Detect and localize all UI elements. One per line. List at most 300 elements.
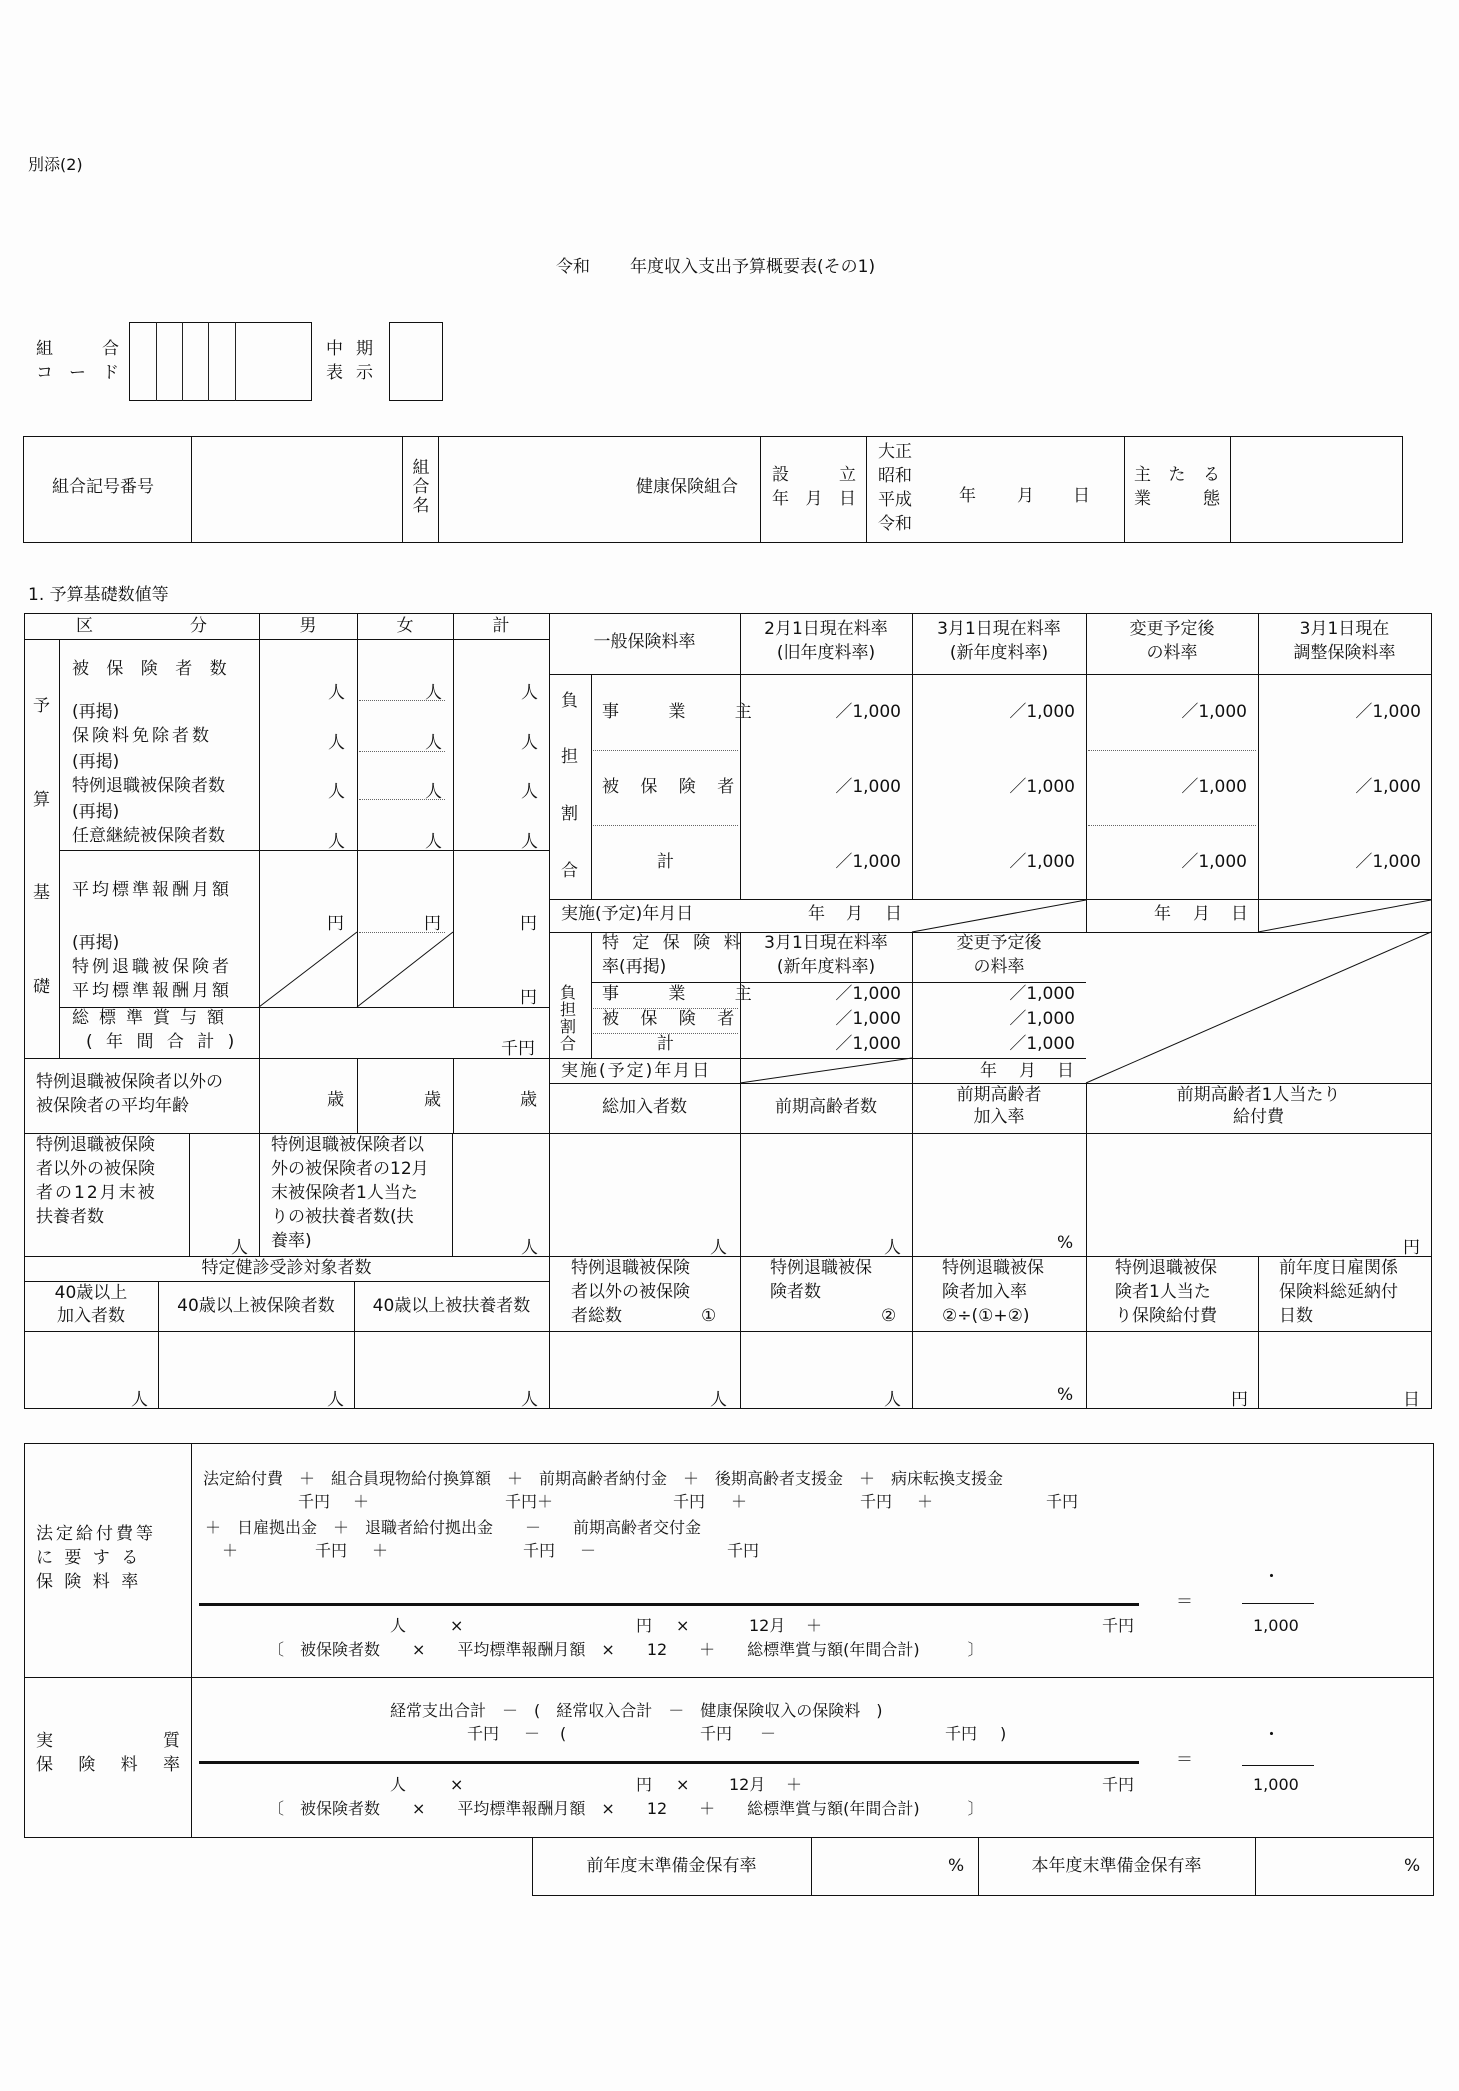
retired-avg-label: 平均標準報酬月額 bbox=[72, 981, 232, 1001]
label-char: 料 bbox=[120, 1755, 138, 1775]
result-denominator: 1,000 bbox=[1253, 1616, 1299, 1635]
avg-age-label: 特例退職被保険者以外の bbox=[36, 1072, 223, 1092]
mark-2: ② bbox=[881, 1306, 897, 1326]
unit-label: 人 bbox=[425, 782, 442, 802]
curr-reserve-label: 本年度末準備金保有率 bbox=[1031, 1856, 1202, 1876]
operator: － bbox=[524, 1724, 541, 1743]
unit-label: 千円 bbox=[673, 1492, 706, 1511]
fraction-bar bbox=[199, 1761, 1139, 1764]
burden-label-char: 合 bbox=[561, 861, 578, 881]
slash-disabled-cell bbox=[1258, 899, 1431, 932]
operator: ＋ bbox=[786, 1775, 803, 1794]
unit-label: 千円 bbox=[1102, 1616, 1135, 1635]
col-header: 者以外の被保険 bbox=[571, 1282, 690, 1302]
unit-label: % bbox=[1057, 1233, 1074, 1253]
unit-label: 円 bbox=[520, 988, 537, 1008]
impl-date-label: 実施(予定)年月日 bbox=[561, 1061, 712, 1081]
label-char: る bbox=[1203, 465, 1220, 485]
unit-label: 千円 bbox=[1046, 1492, 1079, 1511]
unit-label: 千円 bbox=[727, 1541, 760, 1560]
burden-label-char: 割 bbox=[560, 1017, 577, 1036]
label-char: 保 bbox=[36, 1755, 53, 1775]
col-header: 者総数 bbox=[571, 1306, 622, 1326]
unit-label: 人 bbox=[390, 1775, 407, 1794]
real-rate-label-2 bbox=[36, 1756, 180, 1776]
burden-row-insured: 被 保 険 者 bbox=[602, 777, 743, 797]
specific-burden-label bbox=[560, 984, 578, 1052]
operator: × bbox=[676, 1616, 690, 1635]
bonus-total-label: 総標準賞与額 bbox=[72, 1008, 234, 1028]
label-char: ド bbox=[102, 363, 119, 383]
result-denominator: 1,000 bbox=[1253, 1775, 1299, 1794]
label-char: 月 bbox=[805, 489, 823, 509]
unit-label: 円 bbox=[636, 1616, 653, 1635]
divider bbox=[24, 1281, 549, 1282]
specific-rate-planned-input[interactable] bbox=[913, 983, 1085, 1057]
era-showa: 昭和 bbox=[878, 466, 912, 486]
operator: － bbox=[580, 1541, 597, 1560]
header-female: 女 bbox=[396, 616, 414, 636]
slash-disabled-cell bbox=[259, 932, 357, 1007]
burden-row-total: 計 bbox=[657, 1034, 674, 1054]
statutory-label: 保 険 料 率 bbox=[36, 1572, 142, 1592]
retired-avg-label: 特例退職被保険者 bbox=[72, 957, 232, 977]
rate-suffix: ／1,000 bbox=[1355, 852, 1421, 872]
operator: × bbox=[450, 1775, 464, 1794]
union-name-label: 組合名 bbox=[408, 458, 429, 515]
real-denominator-terms: 〔 被保険者数 × 平均標準報酬月額 × 12 ＋ 総標準賞与額(年間合計) 〕 bbox=[268, 1799, 984, 1818]
col-header: ②÷(①+②) bbox=[942, 1306, 1030, 1326]
era-taisho: 大正 bbox=[878, 442, 912, 462]
col-header: 3月1日現在料率 bbox=[937, 619, 1061, 639]
divider bbox=[156, 322, 157, 401]
col-header: 険者加入率 bbox=[942, 1282, 1027, 1302]
result-decimal-point: ・ bbox=[1263, 1567, 1280, 1587]
operator: ＋ bbox=[917, 1492, 934, 1511]
dependents-dec-label: 特例退職被保険 bbox=[36, 1135, 155, 1155]
specific-rate-label: 率(再掲) bbox=[602, 957, 667, 977]
unit-label: 人 bbox=[710, 1238, 727, 1258]
col-header: 保険料総延納付 bbox=[1279, 1282, 1398, 1302]
operator: ＋ bbox=[806, 1616, 823, 1635]
statutory-denominator-terms: 〔 被保険者数 × 平均標準報酬月額 × 12 ＋ 総標準賞与額(年間合計) 〕 bbox=[268, 1640, 984, 1659]
unit-label: 千円 bbox=[315, 1541, 348, 1560]
unit-label: 人 bbox=[390, 1616, 407, 1635]
statutory-numerator-terms: ＋ 日雇拠出金 ＋ 退職者給付拠出金 － 前期高齢者交付金 bbox=[205, 1518, 702, 1537]
col-header: 特例退職被保 bbox=[942, 1258, 1044, 1278]
title-era: 令和 bbox=[556, 257, 590, 277]
unit-label: 円 bbox=[1403, 1238, 1420, 1258]
label-char: 表 bbox=[326, 363, 343, 383]
slash-disabled-cell bbox=[357, 932, 453, 1007]
unit-label: 人 bbox=[328, 782, 345, 802]
col-header: 調整保険料率 bbox=[1293, 643, 1396, 663]
dotted-divider bbox=[593, 825, 738, 826]
dependents-rate-label: 特例退職被保険者以 bbox=[271, 1135, 424, 1155]
unit-label: 人 bbox=[521, 832, 538, 852]
established-label-2 bbox=[772, 490, 856, 510]
health-check-col-label: 40歳以上被扶養者数 bbox=[372, 1296, 531, 1316]
rate-suffix: ／1,000 bbox=[835, 852, 901, 872]
specific-rate-label: 特 定 保 険 料 bbox=[602, 933, 745, 953]
impl-date-label: 実施(予定)年月日 bbox=[561, 904, 694, 924]
unit-label: 千円 bbox=[501, 1039, 535, 1059]
divider bbox=[438, 436, 439, 543]
real-rate-label-1 bbox=[36, 1732, 180, 1752]
unit-label: 人 bbox=[328, 683, 345, 703]
unit-label: 人 bbox=[131, 1390, 148, 1410]
burden-row-employer: 事 業 主 bbox=[602, 984, 774, 1004]
row-label-insured: 被 保 険 者 数 bbox=[72, 659, 233, 679]
label-char: た bbox=[1168, 465, 1186, 485]
label-char: 年 bbox=[772, 489, 789, 509]
divider bbox=[1255, 1837, 1256, 1896]
unit-label: 人 bbox=[884, 1238, 901, 1258]
col-header: 3月1日現在料率 bbox=[764, 933, 888, 953]
unit-label: 人 bbox=[521, 782, 538, 802]
rate-suffix: ／1,000 bbox=[1181, 777, 1247, 797]
row-label-repost: (再掲) bbox=[72, 702, 120, 722]
divider bbox=[760, 436, 761, 543]
business-type-field[interactable] bbox=[1232, 438, 1401, 541]
percent-unit: % bbox=[948, 1856, 965, 1876]
slash-disabled-cell bbox=[1086, 932, 1431, 1083]
unit-label: 人 bbox=[521, 1238, 538, 1258]
unit-label: 千円 bbox=[860, 1492, 893, 1511]
statutory-numerator-input[interactable] bbox=[200, 1466, 1140, 1566]
rate-suffix: ／1,000 bbox=[1009, 852, 1075, 872]
burden-label-char: 合 bbox=[560, 1034, 577, 1053]
specific-rate-current-input[interactable] bbox=[741, 983, 911, 1057]
dependents-rate-label: 外の被保険者の12月 bbox=[271, 1159, 429, 1179]
equals-sign: ＝ bbox=[1176, 1592, 1193, 1612]
col-header: 特例退職被保 bbox=[1115, 1258, 1217, 1278]
unit-label: 人 bbox=[425, 683, 442, 703]
label-char: 示 bbox=[356, 363, 373, 383]
rate-suffix: ／1,000 bbox=[1009, 984, 1075, 1004]
col-header: 2月1日現在料率 bbox=[764, 619, 888, 639]
burden-row-insured: 被 保 険 者 bbox=[602, 1009, 743, 1029]
row-label-special-retired: 特例退職被保険者数 bbox=[72, 776, 225, 796]
table-top bbox=[24, 613, 1432, 614]
statutory-numerator-terms: 法定給付費 ＋ 組合員現物給付換算額 ＋ 前期高齢者納付金 ＋ 後期高齢者支援金 ＋ 病床転換支援金 bbox=[203, 1469, 1004, 1488]
divider bbox=[1230, 436, 1231, 543]
unit-label: 千円 bbox=[1102, 1775, 1135, 1794]
divider bbox=[549, 613, 550, 1133]
label-char: 率 bbox=[162, 1755, 180, 1775]
divider bbox=[182, 322, 183, 401]
real-denominator-input[interactable] bbox=[200, 1770, 1140, 1798]
label-char: 設 bbox=[772, 465, 789, 485]
mark-1: ① bbox=[701, 1306, 717, 1326]
col-header: 前期高齢者1人当たり bbox=[1176, 1085, 1341, 1105]
divider bbox=[866, 436, 867, 543]
months-label: 12月 bbox=[749, 1616, 786, 1635]
col-header: 給付費 bbox=[1233, 1107, 1284, 1127]
slash-disabled-cell bbox=[740, 1058, 912, 1083]
label-char: 立 bbox=[839, 465, 856, 485]
mid-term-field[interactable] bbox=[389, 322, 443, 401]
real-rate-result-input[interactable] bbox=[1240, 1723, 1316, 1761]
month-unit: 月 bbox=[846, 904, 863, 924]
label-char: 険 bbox=[78, 1755, 96, 1775]
header-kubun: 分 bbox=[190, 616, 207, 636]
day-unit: 日 bbox=[885, 904, 902, 924]
col-header: 前期高齢者数 bbox=[775, 1097, 877, 1117]
label-char: 実 bbox=[36, 1731, 53, 1751]
month-unit: 月 bbox=[1017, 486, 1034, 506]
year-unit: 年 bbox=[980, 1061, 997, 1081]
operator: ＋ bbox=[372, 1541, 389, 1560]
statutory-label: 法定給付費等 bbox=[36, 1524, 156, 1544]
label-char: コ bbox=[36, 363, 53, 383]
prev-reserve-label: 前年度末準備金保有率 bbox=[586, 1856, 757, 1876]
rate-suffix: ／1,000 bbox=[1355, 702, 1421, 722]
statutory-denominator-input[interactable] bbox=[200, 1610, 1140, 1638]
result-fraction-bar bbox=[1242, 1603, 1314, 1604]
burden-row-employer: 事 業 主 bbox=[602, 702, 774, 722]
rate-suffix: ／1,000 bbox=[835, 984, 901, 1004]
operator: － bbox=[760, 1724, 777, 1743]
header-total: 計 bbox=[492, 616, 510, 636]
side-label-char: 基 bbox=[33, 883, 50, 903]
unit-label: 千円 bbox=[700, 1724, 733, 1743]
health-check-dependents-input[interactable] bbox=[355, 1332, 548, 1407]
statutory-label: に 要 す る bbox=[36, 1548, 142, 1568]
divider bbox=[59, 639, 60, 1058]
label-char: 期 bbox=[356, 339, 373, 359]
unit-label: 歳 bbox=[327, 1090, 344, 1110]
operator: ＋ bbox=[222, 1541, 239, 1560]
day-unit: 日 bbox=[1057, 1061, 1074, 1081]
burden-label-char: 負 bbox=[561, 691, 578, 711]
label-char: ー bbox=[69, 363, 86, 383]
col-header: 前年度日雇関係 bbox=[1279, 1258, 1398, 1278]
year-unit: 年 bbox=[808, 904, 825, 924]
unit-label: 千円 bbox=[467, 1724, 500, 1743]
unit-label: 日 bbox=[1403, 1390, 1420, 1410]
col-header: (旧年度料率) bbox=[776, 643, 876, 663]
operator: ＋ bbox=[731, 1492, 748, 1511]
health-check-insured-input[interactable] bbox=[159, 1332, 353, 1407]
col-header: 特例退職被保 bbox=[770, 1258, 872, 1278]
real-numerator-terms: 経常支出合計 － ( 経常収入合計 － 健康保険収入の保険料 ) bbox=[390, 1701, 883, 1720]
burden-label-char: 割 bbox=[561, 804, 578, 824]
divider bbox=[191, 1443, 192, 1838]
burden-row-total: 計 bbox=[657, 852, 674, 872]
result-decimal-point: ・ bbox=[1263, 1725, 1280, 1745]
label-char: 合 bbox=[102, 339, 119, 359]
era-reiwa: 令和 bbox=[878, 514, 912, 534]
unit-label: 人 bbox=[884, 1390, 901, 1410]
burden-label-char: 担 bbox=[560, 1000, 577, 1019]
dotted-divider bbox=[593, 750, 738, 751]
burden-label-char: 負 bbox=[560, 983, 577, 1002]
retired-avg-label: (再掲) bbox=[72, 933, 120, 953]
paren: ( bbox=[560, 1724, 567, 1743]
col-header: (新年度料率) bbox=[776, 957, 876, 977]
row-label-voluntary: 任意継続被保険者数 bbox=[72, 826, 225, 846]
rate-suffix: ／1,000 bbox=[835, 777, 901, 797]
section-heading: 1. 予算基礎数値等 bbox=[28, 585, 169, 605]
avg-monthly-label: 平均標準報酬月額 bbox=[72, 880, 232, 900]
col-header: の料率 bbox=[1146, 643, 1198, 663]
unit-label: 人 bbox=[425, 832, 442, 852]
months-label: 12月 bbox=[729, 1775, 766, 1794]
divider bbox=[811, 1837, 812, 1896]
unit-label: 人 bbox=[521, 1390, 538, 1410]
divider bbox=[549, 1083, 1431, 1084]
rate-suffix: ／1,000 bbox=[835, 1009, 901, 1029]
header-male: 男 bbox=[299, 616, 317, 636]
unit-label: 円 bbox=[636, 1775, 653, 1794]
unit-label: 千円 bbox=[523, 1541, 556, 1560]
col-header: 険者1人当た bbox=[1115, 1282, 1211, 1302]
operator: × bbox=[676, 1775, 690, 1794]
union-number-field[interactable] bbox=[193, 438, 401, 541]
real-numerator-input[interactable] bbox=[200, 1698, 1140, 1748]
unit-label: 千円＋ bbox=[505, 1492, 554, 1511]
col-header: 3月1日現在 bbox=[1299, 619, 1390, 639]
attachment-label: 別添(2) bbox=[28, 155, 83, 174]
operator: × bbox=[450, 1616, 464, 1635]
unit-label: 人 bbox=[328, 733, 345, 753]
result-fraction-bar bbox=[1242, 1765, 1314, 1766]
year-unit: 年 bbox=[1154, 904, 1171, 924]
col-header: 加入率 bbox=[973, 1107, 1025, 1127]
unit-label: 歳 bbox=[520, 1090, 537, 1110]
established-label-1 bbox=[772, 466, 856, 486]
business-label-1 bbox=[1134, 466, 1220, 486]
row-label-exempt: 保険料免除者数 bbox=[72, 726, 212, 746]
label-char: 主 bbox=[1134, 465, 1151, 485]
page-title: 年度収入支出予算概要表(その1) bbox=[630, 257, 876, 277]
divider bbox=[259, 1133, 260, 1256]
dependents-dec-label: 者の12月末被 bbox=[36, 1183, 157, 1203]
dependents-dec-label: 者以外の被保険 bbox=[36, 1159, 155, 1179]
col-header: (新年度料率) bbox=[949, 643, 1049, 663]
table-right bbox=[1431, 613, 1432, 1409]
era-heisei: 平成 bbox=[878, 490, 912, 510]
month-unit: 月 bbox=[1019, 1061, 1036, 1081]
health-check-col-label: 40歳以上 bbox=[54, 1283, 128, 1303]
paren: ) bbox=[1000, 1724, 1007, 1743]
unit-label: 円 bbox=[520, 914, 537, 934]
unit-label: 歳 bbox=[424, 1090, 441, 1110]
header-kubun: 区 bbox=[76, 616, 93, 636]
col-header: 総加入者数 bbox=[602, 1097, 687, 1117]
dependents-dec-label: 扶養者数 bbox=[36, 1207, 104, 1227]
day-unit: 日 bbox=[1231, 904, 1248, 924]
col-header: 険者数 bbox=[770, 1282, 821, 1302]
unit-label: 人 bbox=[327, 1390, 344, 1410]
health-check-col-label: 40歳以上被保険者数 bbox=[177, 1296, 335, 1316]
unit-label: 人 bbox=[328, 832, 345, 852]
col-header: 前期高齢者 bbox=[956, 1085, 1042, 1105]
row-label-repost: (再掲) bbox=[72, 802, 120, 822]
col-header: 変更予定後 bbox=[1129, 619, 1215, 639]
side-label-char: 算 bbox=[33, 790, 50, 810]
unit-label: 千円 bbox=[945, 1724, 978, 1743]
unit-label: 人 bbox=[710, 1390, 727, 1410]
divider bbox=[1124, 436, 1125, 543]
statutory-rate-result-input[interactable] bbox=[1240, 1565, 1316, 1601]
col-header: 特例退職被保険 bbox=[571, 1258, 690, 1278]
rate-suffix: ／1,000 bbox=[835, 1034, 901, 1054]
col-header: 変更予定後 bbox=[956, 933, 1042, 953]
side-label-char: 予 bbox=[33, 696, 50, 716]
label-char: 組 bbox=[36, 339, 53, 359]
percent-unit: % bbox=[1404, 1856, 1421, 1876]
divider bbox=[402, 436, 403, 543]
month-unit: 月 bbox=[1193, 904, 1210, 924]
unit-label: 人 bbox=[521, 683, 538, 703]
row-label-repost: (再掲) bbox=[72, 752, 120, 772]
health-check-header: 特定健診受診対象者数 bbox=[201, 1258, 372, 1278]
unit-label: 千円 bbox=[298, 1492, 331, 1511]
rate-suffix: ／1,000 bbox=[1181, 852, 1247, 872]
rate-suffix: ／1,000 bbox=[835, 702, 901, 722]
side-label-char: 礎 bbox=[33, 977, 50, 997]
col-header: の料率 bbox=[973, 957, 1025, 977]
rate-suffix: ／1,000 bbox=[1009, 777, 1075, 797]
label-char: 日 bbox=[839, 489, 856, 509]
dependents-rate-label: 養率) bbox=[271, 1231, 312, 1251]
divider bbox=[208, 322, 209, 401]
label-char: 質 bbox=[163, 1731, 180, 1751]
health-check-col-label: 加入者数 bbox=[57, 1306, 125, 1326]
business-label-2 bbox=[1134, 490, 1220, 510]
col-header: 日数 bbox=[1279, 1306, 1313, 1326]
col-header: り保険給付費 bbox=[1115, 1306, 1217, 1326]
union-suffix: 健康保険組合 bbox=[636, 477, 738, 497]
burden-label-char: 担 bbox=[561, 747, 578, 767]
unit-label: 人 bbox=[231, 1238, 248, 1258]
divider bbox=[191, 436, 192, 543]
divider bbox=[24, 1677, 1434, 1678]
unit-label: 人 bbox=[521, 733, 538, 753]
day-unit: 日 bbox=[1073, 486, 1090, 506]
fraction-bar bbox=[199, 1603, 1139, 1606]
unit-label: 円 bbox=[1231, 1390, 1248, 1410]
slash-disabled-cell bbox=[912, 899, 1086, 932]
rate-suffix: ／1,000 bbox=[1355, 777, 1421, 797]
rate-suffix: ／1,000 bbox=[1009, 1034, 1075, 1054]
bonus-total-label: ( 年 間 合 計 ) bbox=[86, 1032, 239, 1052]
rate-suffix: ／1,000 bbox=[1181, 702, 1247, 722]
unit-label: 円 bbox=[327, 914, 344, 934]
label-char: 中 bbox=[326, 339, 343, 359]
dependents-rate-label: りの被扶養者数(扶 bbox=[271, 1207, 414, 1227]
dependents-rate-label: 末被保険者1人当た bbox=[271, 1183, 418, 1203]
label-char: 業 bbox=[1134, 489, 1151, 509]
operator: ＋ bbox=[353, 1492, 370, 1511]
label-char: 態 bbox=[1203, 489, 1220, 509]
unit-label: 円 bbox=[424, 914, 441, 934]
table-bottom bbox=[24, 1408, 1432, 1409]
elderly-benefit-input[interactable] bbox=[1087, 1134, 1430, 1255]
rate-suffix: ／1,000 bbox=[1009, 1009, 1075, 1029]
year-unit: 年 bbox=[959, 486, 976, 506]
union-number-label: 組合記号番号 bbox=[52, 477, 154, 497]
unit-label: % bbox=[1057, 1385, 1074, 1405]
rate-suffix: ／1,000 bbox=[1009, 702, 1075, 722]
divider bbox=[235, 322, 236, 401]
equals-sign: ＝ bbox=[1176, 1750, 1193, 1770]
general-rate-label: 一般保険料率 bbox=[593, 632, 696, 652]
unit-label: 人 bbox=[425, 733, 442, 753]
avg-age-label: 被保険者の平均年齢 bbox=[36, 1096, 189, 1116]
